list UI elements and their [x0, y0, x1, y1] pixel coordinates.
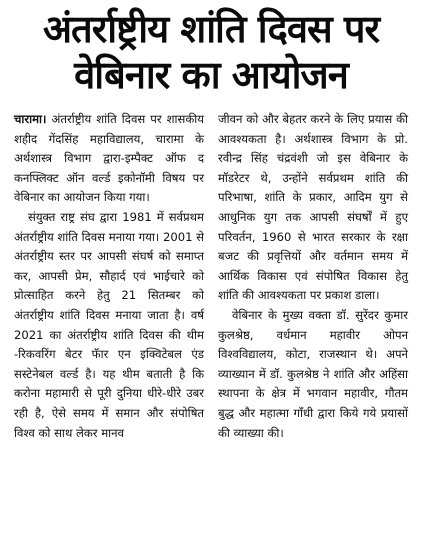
- article-body: [14, 110, 408, 443]
- headline-line-1: अंतर्राष्ट्रीय शांति दिवस पर: [43, 7, 379, 51]
- column-right: [218, 110, 408, 443]
- headline-line-2: वेबिनार का आयोजन: [74, 53, 348, 97]
- column-left: [14, 110, 204, 443]
- headline: [14, 6, 408, 98]
- paragraph: जीवन को और बेहतर करने के लिए प्रयास की आवश्यकता है। अर्थशास्त्र विभाग के प्रो. रवीन्द्र सिंह चंद्रवंशी जो इस वेबिनार के मॉडरेटर थे, उन्होंने सर्वप्रथम शांति की परिभाषा, शांति के प्रकार, आदिम युग से आधुनिक युग तक आपसी संघर्षों में हुए परिवर्तन, 1960 से भारत सरकार के रक्षा बजट की प्रवृत्तियों और वर्तमान समय में आर्थिक विकास एवं संपोषित विकास हेतु शांति की आवश्यकता पर प्रकाश डाला।: [218, 112, 408, 303]
- paragraph-text: अंतर्राष्ट्रीय शांति दिवस पर शासकीय शहीद गेंदसिंह महाविद्यालय, चारामा के अर्थशास्त्र विभाग द्वारा-इम्पैक्ट ऑफ द कनफ्लिक्ट ऑन वर्ल्ड इकोनॉमी विषय पर वेबिनार का आयोजन किया गया।: [14, 112, 204, 205]
- dateline: चारामा।: [14, 112, 47, 126]
- paragraph: संयुक्त राष्ट्र संघ द्वारा 1981 में सर्वप्रथम अंतर्राष्ट्रीय शांति दिवस मनाया गया। 2001 से अंतर्राष्ट्रीय स्तर पर आपसी संघर्ष को समाप्त कर, आपसी प्रेम, सौहार्द एवं भाईचारे को प्रोत्साहित करने हेतु 21 सितम्बर को अंतर्राष्ट्रीय शांति दिवस मनाया जाता है। वर्ष 2021 का अंतर्राष्ट्रीय शांति दिवस की थीम -रिकवरिंग बेटर फॅार एन इक्विटेबल एंड सस्टेनेबल वर्ल्ड है। यह थीम बताती है कि करोना महामारी से पूरी दुनिया धीरे-धीरे उबर रही है, ऐसे समय में समान और संपोषित विश्व को साथ लेकर मानव: [14, 209, 204, 440]
- paragraph: वेबिनार के मुख्य वक्ता डॉ. सुरेंदर कुमार कुलश्रेष्ठ, वर्धमान महावीर ओपन विश्वविद्यालय, कोटा, राजस्थान थे। अपने व्याख्यान में डॉ. कुलश्रेष्ठ ने शांति और अहिंसा स्थापना के क्षेत्र में भगवान महावीर, गौतम बुद्ध और महात्मा गाँधी द्वारा किये गये प्रयासों की व्याख्या की।: [218, 307, 408, 440]
- paragraph: [14, 110, 204, 208]
